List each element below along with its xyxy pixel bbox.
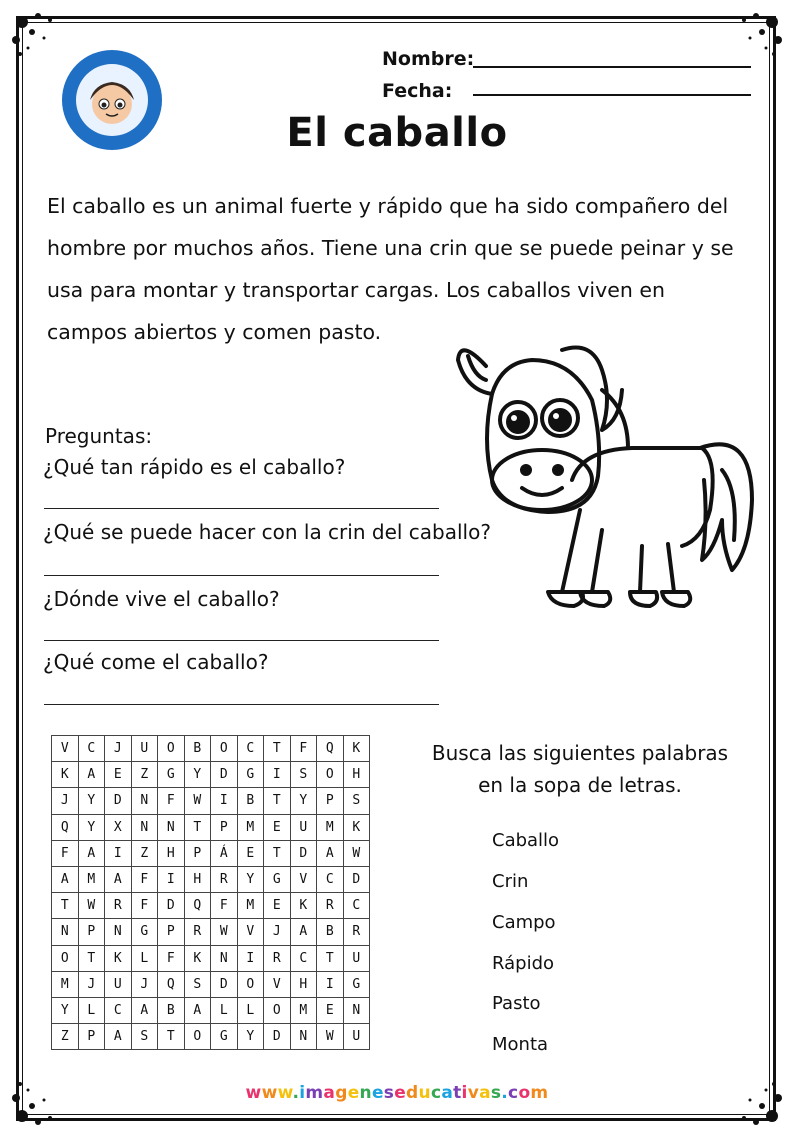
grid-cell[interactable]: U bbox=[343, 1024, 370, 1050]
grid-cell[interactable]: E bbox=[264, 814, 291, 840]
answer-field-2[interactable] bbox=[44, 575, 439, 576]
grid-cell[interactable]: O bbox=[264, 997, 291, 1023]
grid-cell[interactable]: U bbox=[290, 814, 317, 840]
question-3: ¿Dónde vive el caballo? bbox=[43, 587, 280, 611]
grid-cell[interactable]: T bbox=[264, 736, 291, 762]
grid-cell[interactable]: Y bbox=[237, 1024, 264, 1050]
grid-cell[interactable]: H bbox=[290, 971, 317, 997]
grid-cell[interactable]: V bbox=[52, 736, 79, 762]
grid-cell[interactable]: G bbox=[131, 919, 158, 945]
grid-cell[interactable]: M bbox=[317, 814, 344, 840]
grid-cell[interactable]: G bbox=[237, 762, 264, 788]
grid-cell[interactable]: U bbox=[105, 971, 132, 997]
grid-cell[interactable]: C bbox=[78, 736, 105, 762]
grid-cell[interactable]: R bbox=[264, 945, 291, 971]
grid-cell[interactable]: Z bbox=[131, 840, 158, 866]
grid-cell[interactable]: J bbox=[52, 788, 79, 814]
grid-cell[interactable]: K bbox=[343, 736, 370, 762]
grid-cell[interactable]: B bbox=[184, 736, 211, 762]
grid-cell[interactable]: L bbox=[237, 997, 264, 1023]
grid-cell[interactable]: N bbox=[158, 814, 185, 840]
grid-cell[interactable]: T bbox=[264, 840, 291, 866]
grid-row bbox=[52, 893, 370, 919]
fecha-label: Fecha: bbox=[382, 80, 453, 102]
grid-cell[interactable]: W bbox=[184, 788, 211, 814]
grid-cell[interactable]: K bbox=[343, 814, 370, 840]
grid-cell[interactable]: L bbox=[131, 945, 158, 971]
instruction-line: Busca las siguientes palabras bbox=[431, 741, 729, 765]
grid-row bbox=[52, 814, 370, 840]
grid-cell[interactable]: I bbox=[158, 866, 185, 892]
grid-cell[interactable]: G bbox=[343, 971, 370, 997]
grid-cell[interactable]: T bbox=[264, 788, 291, 814]
grid-cell[interactable]: I bbox=[211, 788, 238, 814]
grid-cell[interactable]: U bbox=[343, 945, 370, 971]
grid-cell[interactable]: N bbox=[52, 919, 79, 945]
grid-cell[interactable]: O bbox=[158, 736, 185, 762]
grid-cell[interactable]: J bbox=[78, 971, 105, 997]
grid-row bbox=[52, 788, 370, 814]
grid-row bbox=[52, 840, 370, 866]
grid-cell[interactable]: R bbox=[105, 893, 132, 919]
grid-cell[interactable]: R bbox=[211, 866, 238, 892]
grid-cell[interactable]: Q bbox=[158, 971, 185, 997]
grid-cell[interactable]: W bbox=[317, 1024, 344, 1050]
reading-passage bbox=[47, 185, 772, 353]
grid-cell[interactable]: A bbox=[78, 762, 105, 788]
grid-cell[interactable]: D bbox=[158, 893, 185, 919]
grid-cell[interactable]: P bbox=[158, 919, 185, 945]
grid-cell[interactable]: W bbox=[78, 893, 105, 919]
grid-cell[interactable]: X bbox=[105, 814, 132, 840]
grid-cell[interactable]: T bbox=[52, 893, 79, 919]
grid-cell[interactable]: Q bbox=[317, 736, 344, 762]
grid-cell[interactable]: B bbox=[237, 788, 264, 814]
word-search-grid bbox=[51, 735, 370, 1050]
grid-cell[interactable]: G bbox=[264, 866, 291, 892]
grid-row bbox=[52, 736, 370, 762]
grid-cell[interactable]: R bbox=[184, 919, 211, 945]
grid-cell[interactable]: C bbox=[343, 893, 370, 919]
grid-cell[interactable]: H bbox=[343, 762, 370, 788]
reading-line: campos abiertos y comen pasto. bbox=[47, 320, 382, 344]
grid-cell[interactable]: A bbox=[105, 1024, 132, 1050]
grid-cell[interactable]: N bbox=[290, 1024, 317, 1050]
grid-cell[interactable]: I bbox=[105, 840, 132, 866]
grid-cell[interactable]: D bbox=[211, 971, 238, 997]
grid-cell[interactable]: I bbox=[237, 945, 264, 971]
grid-cell[interactable]: F bbox=[158, 788, 185, 814]
grid-cell[interactable]: J bbox=[264, 919, 291, 945]
grid-cell[interactable]: P bbox=[184, 840, 211, 866]
grid-cell[interactable]: J bbox=[131, 971, 158, 997]
grid-cell[interactable]: Y bbox=[290, 788, 317, 814]
reading-line: El caballo es un animal fuerte y rápido que ha sido compañero del bbox=[47, 194, 729, 218]
grid-cell[interactable]: F bbox=[211, 893, 238, 919]
word-list-item: Campo bbox=[492, 912, 556, 933]
grid-cell[interactable]: S bbox=[131, 1024, 158, 1050]
grid-cell[interactable]: O bbox=[237, 971, 264, 997]
grid-cell[interactable]: F bbox=[52, 840, 79, 866]
grid-cell[interactable]: C bbox=[237, 736, 264, 762]
grid-row bbox=[52, 1024, 370, 1050]
grid-cell[interactable]: I bbox=[264, 762, 291, 788]
grid-cell[interactable]: G bbox=[211, 1024, 238, 1050]
answer-field-3[interactable] bbox=[44, 640, 439, 641]
grid-cell[interactable]: G bbox=[158, 762, 185, 788]
grid-cell[interactable]: K bbox=[105, 945, 132, 971]
word-list-item: Rápido bbox=[492, 953, 555, 974]
answer-field-1[interactable] bbox=[44, 508, 439, 509]
grid-cell[interactable]: C bbox=[105, 997, 132, 1023]
question-2: ¿Qué se puede hacer con la crin del caballo? bbox=[43, 520, 491, 544]
grid-cell[interactable]: M bbox=[78, 866, 105, 892]
word-list-item: Caballo bbox=[492, 830, 560, 851]
grid-cell[interactable]: F bbox=[131, 893, 158, 919]
grid-cell[interactable]: W bbox=[211, 919, 238, 945]
grid-row bbox=[52, 866, 370, 892]
horse-illustration bbox=[452, 330, 772, 630]
grid-cell[interactable]: O bbox=[52, 945, 79, 971]
grid-cell[interactable]: U bbox=[131, 736, 158, 762]
grid-cell[interactable]: N bbox=[131, 814, 158, 840]
reading-line: hombre por muchos años. Tiene una crin que se puede peinar y se bbox=[47, 236, 734, 260]
fecha-field[interactable] bbox=[473, 94, 751, 96]
grid-cell[interactable]: E bbox=[105, 762, 132, 788]
grid-cell[interactable]: E bbox=[237, 840, 264, 866]
grid-cell[interactable]: K bbox=[52, 762, 79, 788]
grid-row bbox=[52, 971, 370, 997]
grid-cell[interactable]: F bbox=[158, 945, 185, 971]
grid-cell[interactable]: V bbox=[237, 919, 264, 945]
grid-cell[interactable]: T bbox=[78, 945, 105, 971]
grid-cell[interactable]: L bbox=[211, 997, 238, 1023]
footer-url[interactable] bbox=[0, 1083, 794, 1103]
grid-cell[interactable]: M bbox=[237, 814, 264, 840]
reading-line: usa para montar y transportar cargas. Los caballos viven en bbox=[47, 278, 665, 302]
grid-cell[interactable]: Á bbox=[211, 840, 238, 866]
question-4: ¿Qué come el caballo? bbox=[43, 650, 269, 674]
grid-cell[interactable]: C bbox=[290, 945, 317, 971]
grid-cell[interactable]: Z bbox=[52, 1024, 79, 1050]
grid-cell[interactable]: R bbox=[317, 893, 344, 919]
grid-cell[interactable]: A bbox=[317, 840, 344, 866]
grid-cell[interactable]: H bbox=[184, 866, 211, 892]
grid-cell[interactable]: Y bbox=[78, 788, 105, 814]
grid-cell[interactable]: J bbox=[105, 736, 132, 762]
grid-cell[interactable]: O bbox=[211, 736, 238, 762]
grid-cell[interactable]: A bbox=[184, 997, 211, 1023]
grid-cell[interactable]: T bbox=[184, 814, 211, 840]
nombre-field[interactable] bbox=[473, 66, 751, 68]
grid-cell[interactable]: I bbox=[317, 971, 344, 997]
grid-cell[interactable]: C bbox=[317, 866, 344, 892]
grid-row bbox=[52, 997, 370, 1023]
grid-cell[interactable]: M bbox=[290, 997, 317, 1023]
word-list-item: Crin bbox=[492, 871, 529, 892]
grid-cell[interactable]: Z bbox=[131, 762, 158, 788]
answer-field-4[interactable] bbox=[44, 704, 439, 705]
grid-cell[interactable]: H bbox=[158, 840, 185, 866]
grid-cell[interactable]: Y bbox=[78, 814, 105, 840]
grid-cell[interactable]: Y bbox=[237, 866, 264, 892]
grid-cell[interactable]: N bbox=[211, 945, 238, 971]
grid-cell[interactable]: K bbox=[290, 893, 317, 919]
grid-cell[interactable]: Y bbox=[184, 762, 211, 788]
grid-cell[interactable]: P bbox=[78, 1024, 105, 1050]
grid-cell[interactable]: D bbox=[264, 1024, 291, 1050]
grid-cell[interactable]: Y bbox=[52, 997, 79, 1023]
grid-cell[interactable]: B bbox=[158, 997, 185, 1023]
grid-cell[interactable]: P bbox=[211, 814, 238, 840]
questions-heading: Preguntas: bbox=[45, 424, 153, 448]
word-list-item: Pasto bbox=[492, 993, 541, 1014]
grid-cell[interactable]: A bbox=[290, 919, 317, 945]
grid-cell[interactable]: E bbox=[317, 997, 344, 1023]
grid-cell[interactable]: A bbox=[78, 840, 105, 866]
grid-cell[interactable]: R bbox=[343, 919, 370, 945]
grid-cell[interactable]: D bbox=[211, 762, 238, 788]
grid-row bbox=[52, 945, 370, 971]
grid-cell[interactable]: W bbox=[343, 840, 370, 866]
grid-cell[interactable]: A bbox=[131, 997, 158, 1023]
page-title: El caballo bbox=[286, 110, 508, 156]
grid-cell[interactable]: T bbox=[317, 945, 344, 971]
grid-row bbox=[52, 762, 370, 788]
nombre-label: Nombre: bbox=[382, 48, 475, 70]
grid-cell[interactable]: A bbox=[105, 866, 132, 892]
grid-cell[interactable]: F bbox=[131, 866, 158, 892]
grid-cell[interactable]: D bbox=[290, 840, 317, 866]
grid-cell[interactable]: T bbox=[158, 1024, 185, 1050]
grid-cell[interactable]: D bbox=[105, 788, 132, 814]
grid-cell[interactable]: O bbox=[317, 762, 344, 788]
grid-cell[interactable]: N bbox=[105, 919, 132, 945]
grid-cell[interactable]: N bbox=[131, 788, 158, 814]
word-search-instructions bbox=[405, 737, 755, 801]
word-list-item: Monta bbox=[492, 1034, 549, 1055]
grid-cell[interactable]: A bbox=[52, 866, 79, 892]
grid-cell[interactable]: P bbox=[317, 788, 344, 814]
footer-url-text: www.imageneseducativas.com bbox=[245, 1083, 549, 1103]
grid-cell[interactable]: D bbox=[343, 866, 370, 892]
grid-cell[interactable]: M bbox=[52, 971, 79, 997]
grid-cell[interactable]: B bbox=[317, 919, 344, 945]
grid-cell[interactable]: S bbox=[184, 971, 211, 997]
grid-cell[interactable]: P bbox=[78, 919, 105, 945]
question-1: ¿Qué tan rápido es el caballo? bbox=[43, 455, 346, 479]
grid-cell[interactable]: M bbox=[237, 893, 264, 919]
grid-cell[interactable]: O bbox=[184, 1024, 211, 1050]
grid-cell[interactable]: Q bbox=[52, 814, 79, 840]
instruction-line: en la sopa de letras. bbox=[478, 773, 682, 797]
grid-cell[interactable]: Q bbox=[184, 893, 211, 919]
grid-cell[interactable]: F bbox=[290, 736, 317, 762]
grid-cell[interactable]: K bbox=[184, 945, 211, 971]
grid-cell[interactable]: V bbox=[264, 971, 291, 997]
grid-cell[interactable]: L bbox=[78, 997, 105, 1023]
grid-row bbox=[52, 919, 370, 945]
grid-cell[interactable]: S bbox=[343, 788, 370, 814]
grid-cell[interactable]: V bbox=[290, 866, 317, 892]
grid-cell[interactable]: S bbox=[290, 762, 317, 788]
grid-cell[interactable]: N bbox=[343, 997, 370, 1023]
grid-cell[interactable]: E bbox=[264, 893, 291, 919]
